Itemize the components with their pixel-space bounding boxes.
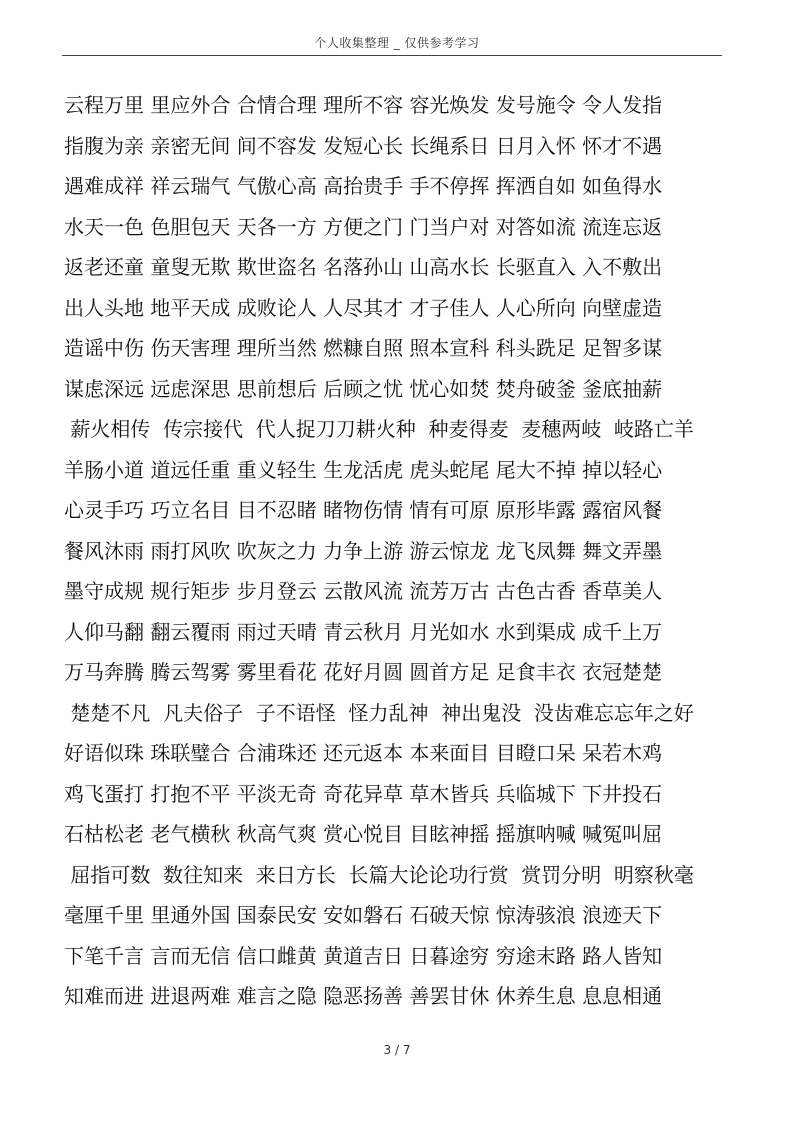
header-divider	[62, 55, 722, 56]
text-line: 心灵手巧 巧立名目 目不忍睹 睹物伤情 情有可原 原形毕露 露宿风餐	[64, 498, 663, 522]
text-line: 薪火相传 传宗接代 代人捉刀刀耕火种 种麦得麦 麦穗两岐 岐路亡羊	[64, 417, 694, 441]
text-line: 指腹为亲 亲密无间 间不容发 发短心长 长绳系日 日月入怀 怀才不遇	[64, 133, 663, 158]
text-line: 造谣中伤 伤天害理 理所当然 燃糠自照 照本宣科 科头跣足 足智多谋	[64, 336, 663, 360]
text-line: 云程万里 里应外合 合情合理 理所不容 容光焕发 发号施令 令人发指	[64, 93, 663, 117]
text-line: 下笔千言 言而无信 信口雌黄 黄道吉日 日暮途穷 穷途末路 路人皆知	[64, 943, 663, 968]
text-line: 水天一色 色胆包天 天各一方 方便之门 门当户对 对答如流 流连忘返	[64, 214, 663, 239]
text-line: 万马奔腾 腾云驾雾 雾里看花 花好月圆 圆首方足 足食丰衣 衣冠楚楚	[64, 660, 663, 684]
text-line: 鸡飞蛋打 打抱不平 平淡无奇 奇花异草 草木皆兵 兵临城下 下井投石	[64, 781, 663, 806]
text-line: 石枯松老 老气横秋 秋高气爽 赏心悦目 目眩神摇 摇旗呐喊 喊冤叫屈	[64, 822, 663, 846]
text-line: 知难而进 进退两难 难言之隐 隐恶扬善 善罢甘休 休养生息 息息相通	[64, 984, 663, 1008]
text-line: 谋虑深远 远虑深思 思前想后 后顾之忧 忧心如焚 焚舟破釜 釜底抽薪	[64, 376, 663, 401]
text-line: 遇难成祥 祥云瑞气 气傲心高 高抬贵手 手不停挥 挥洒自如 如鱼得水	[64, 174, 663, 198]
text-line: 楚楚不凡 凡夫俗子 子不语怪 怪力乱神 神出鬼没 没齿难忘忘年之好	[64, 700, 694, 725]
text-line: 毫厘千里 里通外国 国泰民安 安如磐石 石破天惊 惊涛骇浪 浪迹天下	[64, 903, 663, 927]
text-line: 好语似珠 珠联璧合 合浦珠还 还元返本 本来面目 目瞪口呆 呆若木鸡	[64, 741, 663, 765]
idiom-chain-text	[64, 85, 724, 1017]
text-line: 餐风沐雨 雨打风吹 吹灰之力 力争上游 游云惊龙 龙飞凤舞 舞文弄墨	[64, 538, 663, 563]
text-line: 人仰马翻 翻云覆雨 雨过天晴 青云秋月 月光如水 水到渠成 成千上万	[64, 619, 663, 644]
text-line: 屈指可数 数往知来 来日方长 长篇大论论功行赏 赏罚分明 明察秋毫	[64, 862, 694, 887]
text-line: 羊肠小道 道远任重 重义轻生 生龙活虎 虎头蛇尾 尾大不掉 掉以轻心	[64, 457, 663, 482]
text-line: 出人头地 地平天成 成败论人 人尽其才 才子佳人 人心所向 向壁虚造	[64, 295, 663, 320]
page-header: 个人收集整理 _ 仅供参考学习	[314, 36, 480, 50]
text-line: 返老还童 童叟无欺 欺世盗名 名落孙山 山高水长 长驱直入 入不敷出	[64, 255, 663, 279]
text-line: 墨守成规 规行矩步 步月登云 云散风流 流芳万古 古色古香 香草美人	[64, 579, 663, 603]
page-number: 3 / 7	[383, 1043, 411, 1057]
